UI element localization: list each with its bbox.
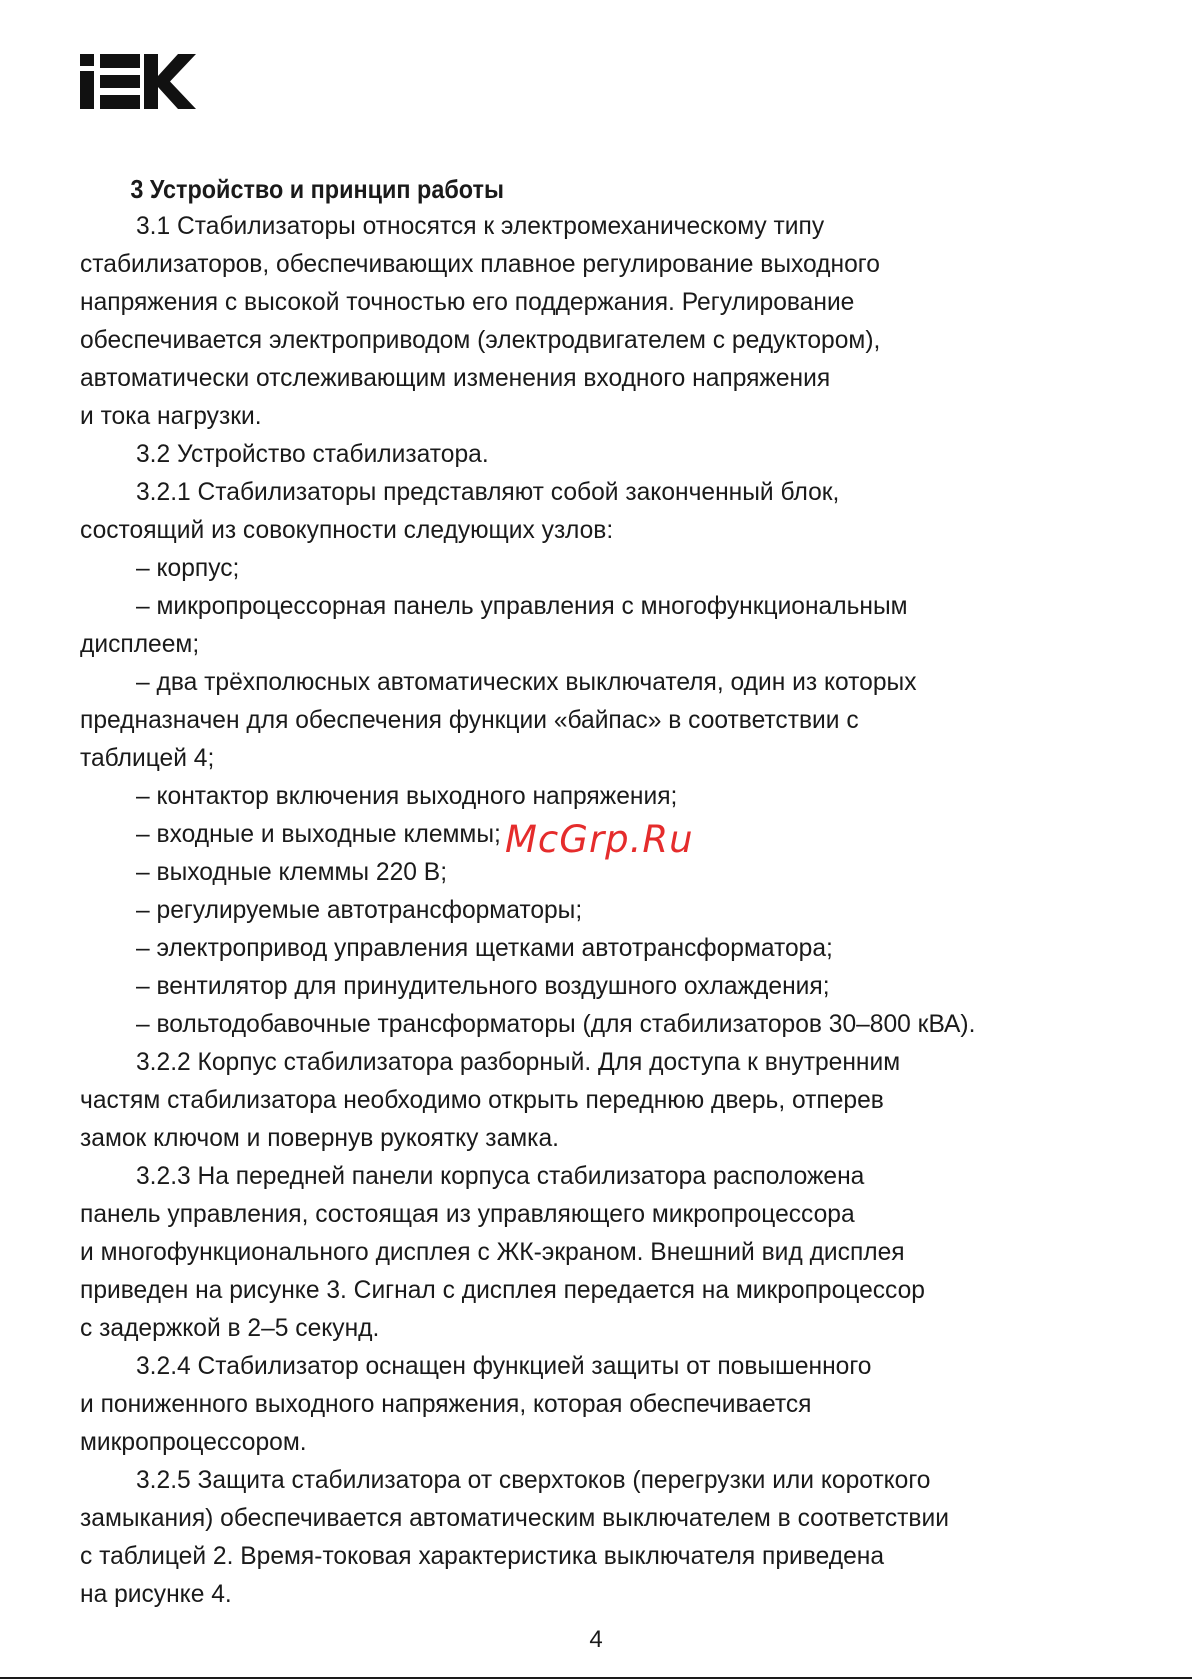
text-line: автоматически отслеживающим изменения входного напряжения: [80, 365, 831, 392]
text-line: – регулируемые автотрансформаторы;: [136, 897, 583, 924]
text-line: приведен на рисунке 3. Сигнал с дисплея передается на микропроцессор: [80, 1277, 925, 1304]
text-line: 3.2.2 Корпус стабилизатора разборный. Для доступа к внутренним: [136, 1049, 901, 1076]
text-line: – корпус;: [136, 555, 240, 582]
text-line: 3.2.4 Стабилизатор оснащен функцией защиты от повышенного: [136, 1353, 872, 1380]
text-line: 3.2.5 Защита стабилизатора от сверхтоков (перегрузки или короткого: [136, 1467, 931, 1494]
document-body: [80, 170, 1120, 1614]
text-line: – входные и выходные клеммы;: [136, 821, 501, 848]
text-line: замок ключом и повернув рукоятку замка.: [80, 1125, 559, 1152]
paragraph-lines: [80, 208, 1120, 1614]
text-line: – микропроцессорная панель управления с многофункциональным: [136, 593, 908, 620]
iek-logo-mark: [80, 54, 196, 109]
text-line: панель управления, состоящая из управляющего микропроцессора: [80, 1201, 855, 1228]
text-line: – контактор включения выходного напряжения;: [136, 783, 678, 810]
text-line: предназначен для обеспечения функции «байпас» в соответствии с: [80, 707, 859, 734]
text-line: 3.2 Устройство стабилизатора.: [136, 441, 489, 468]
text-line: – вентилятор для принудительного воздушного охлаждения;: [136, 973, 830, 1000]
section-heading: 3 Устройство и принцип работы: [130, 174, 504, 204]
text-line: микропроцессором.: [80, 1429, 307, 1456]
text-line: на рисунке 4.: [80, 1581, 232, 1608]
watermark: McGrp.Ru: [505, 818, 694, 861]
text-line: частям стабилизатора необходимо открыть переднюю дверь, отперев: [80, 1087, 884, 1114]
page-number: 4: [589, 1626, 603, 1653]
text-line: 3.1 Стабилизаторы относятся к электромеханическому типу: [136, 213, 825, 240]
text-line: замыкания) обеспечивается автоматическим выключателем в соответствии: [80, 1505, 949, 1532]
text-line: 3.2.3 На передней панели корпуса стабилизатора расположена: [136, 1163, 865, 1190]
text-line: и тока нагрузки.: [80, 403, 262, 430]
text-line: дисплеем;: [80, 631, 200, 658]
text-line: – выходные клеммы 220 В;: [136, 859, 448, 886]
text-line: состоящий из совокупности следующих узлов:: [80, 517, 614, 544]
text-line: – два трёхполюсных автоматических выключателя, один из которых: [136, 669, 917, 696]
text-line: обеспечивается электроприводом (электродвигателем с редуктором),: [80, 327, 881, 354]
iek-logo: [80, 54, 196, 109]
text-line: 3.2.1 Стабилизаторы представляют собой законченный блок,: [136, 479, 840, 506]
text-line: с задержкой в 2–5 секунд.: [80, 1315, 380, 1342]
text-line: таблицей 4;: [80, 745, 215, 772]
text-line: напряжения с высокой точностью его поддержания. Регулирование: [80, 289, 855, 316]
text-line: и пониженного выходного напряжения, которая обеспечивается: [80, 1391, 812, 1418]
text-line: – электропривод управления щетками автотрансформатора;: [136, 935, 833, 962]
text-line: с таблицей 2. Время-токовая характеристика выключателя приведена: [80, 1543, 885, 1570]
text-line: стабилизаторов, обеспечивающих плавное регулирование выходного: [80, 251, 880, 278]
text-line: и многофункционального дисплея с ЖК-экраном. Внешний вид дисплея: [80, 1239, 905, 1266]
text-line: – вольтодобавочные трансформаторы (для стабилизаторов 30–800 кВА).: [136, 1011, 976, 1038]
